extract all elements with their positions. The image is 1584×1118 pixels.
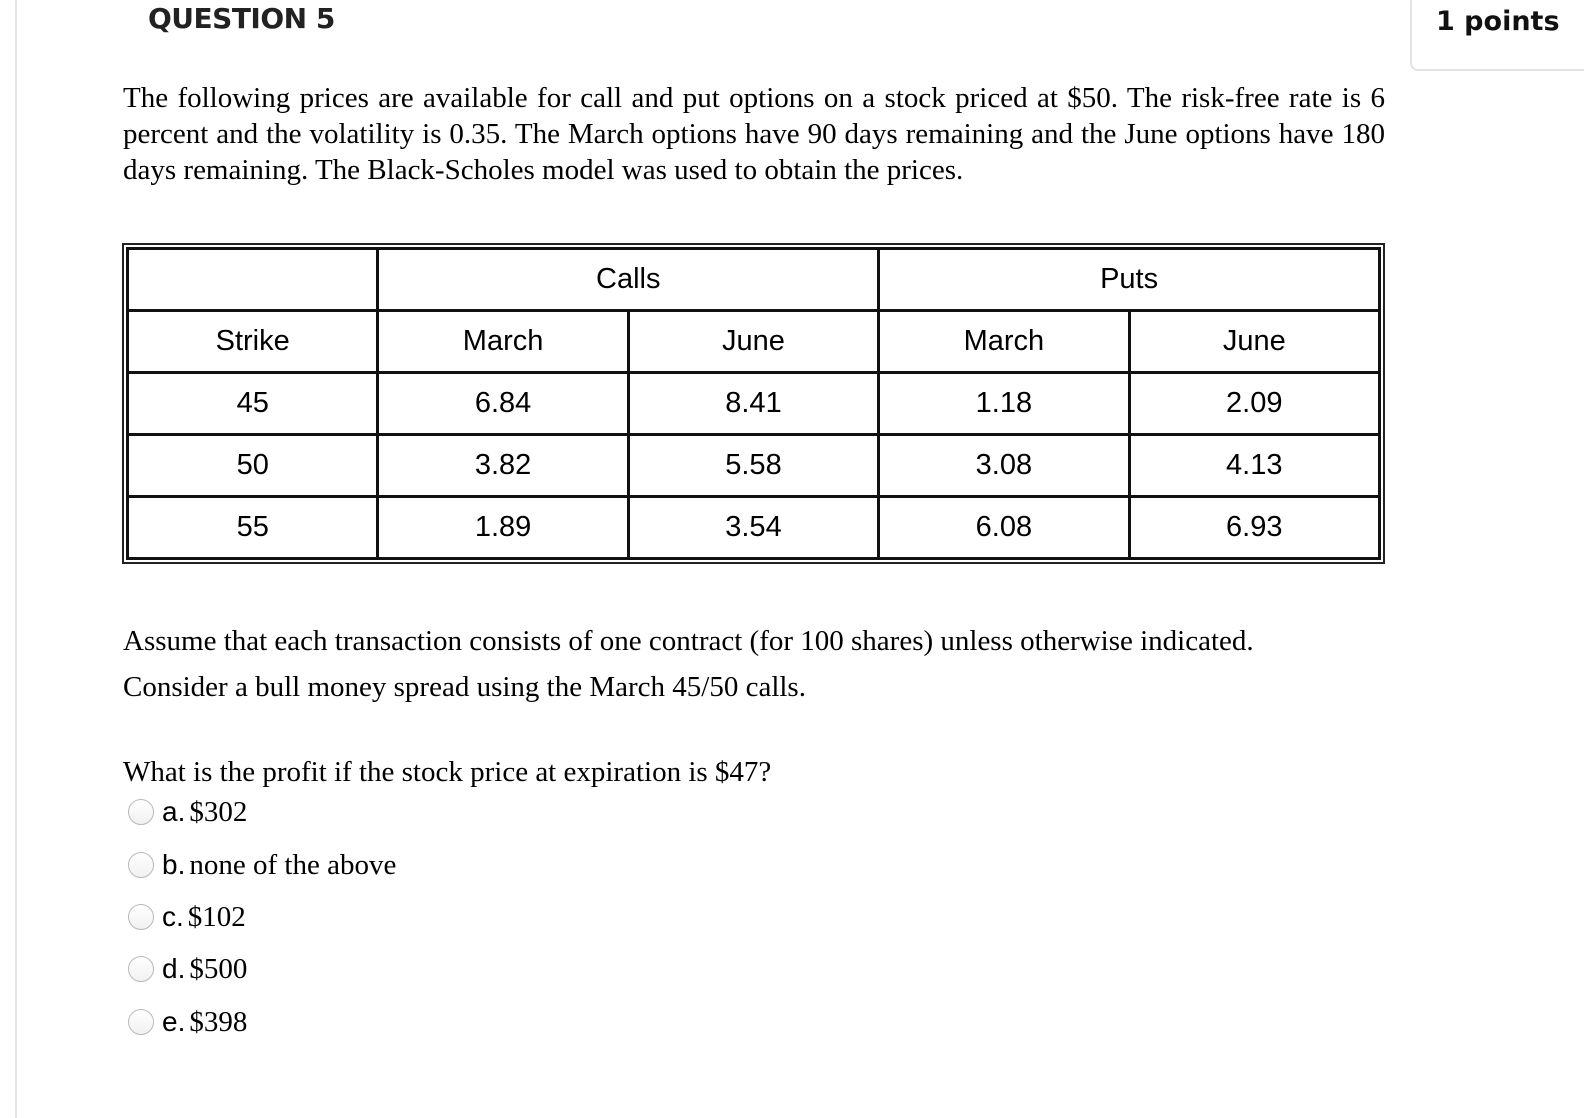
- option-letter: a.: [162, 796, 186, 827]
- question-title: QUESTION 5: [148, 2, 335, 35]
- assumption-line: Consider a bull money spread using the March 45/50 calls.: [123, 671, 806, 703]
- table-cell: 6.08: [879, 497, 1129, 559]
- radio-button[interactable]: [128, 1009, 154, 1035]
- column-header-row: [128, 311, 1380, 373]
- option-text: $102: [187, 900, 246, 933]
- column-header-puts-june: June: [1129, 311, 1379, 373]
- group-header-puts: Puts: [879, 249, 1380, 311]
- table-cell: 5.58: [628, 435, 878, 497]
- answer-option-d[interactable]: [128, 949, 528, 989]
- option-text: $398: [189, 1005, 248, 1038]
- table-row: [128, 373, 1380, 435]
- left-border: [15, 0, 17, 1118]
- table-cell: 45: [128, 373, 378, 435]
- price-table: [122, 243, 1385, 564]
- column-header-puts-march: March: [879, 311, 1129, 373]
- table-row: [128, 435, 1380, 497]
- assumption-text: [123, 618, 1254, 710]
- table-cell: 4.13: [1129, 435, 1379, 497]
- question-intro: The following prices are available for call and put options on a stock priced at $50. The risk-free rate is 6 percent and the volatility is 0.35. The March options have 90 days remaining and the June options have 180 days remaining. The Black-Scholes model was used to obtain the prices.: [123, 82, 1385, 186]
- column-header-strike: Strike: [128, 311, 378, 373]
- table-cell: 3.08: [879, 435, 1129, 497]
- option-text: $500: [189, 952, 248, 985]
- answer-option-b[interactable]: [128, 845, 528, 885]
- group-header-row: [128, 249, 1380, 311]
- group-header-empty: [128, 249, 378, 311]
- answer-option-a[interactable]: [128, 792, 528, 832]
- option-letter: b.: [162, 849, 186, 880]
- table-cell: 2.09: [1129, 373, 1379, 435]
- question-prompt: What is the profit if the stock price at expiration is $47?: [123, 756, 772, 788]
- option-text: $302: [189, 795, 248, 828]
- table-cell: 1.89: [378, 497, 628, 559]
- option-letter: e.: [162, 1006, 186, 1037]
- radio-button[interactable]: [128, 852, 154, 878]
- table-cell: 50: [128, 435, 378, 497]
- table-cell: 3.82: [378, 435, 628, 497]
- options-price-table: [126, 247, 1381, 560]
- table-cell: 8.41: [628, 373, 878, 435]
- table-cell: 1.18: [879, 373, 1129, 435]
- answer-option-c[interactable]: [128, 897, 528, 937]
- table-cell: 3.54: [628, 497, 878, 559]
- table-cell: 6.84: [378, 373, 628, 435]
- column-header-calls-march: March: [378, 311, 628, 373]
- option-letter: c.: [162, 901, 184, 932]
- table-cell: 6.93: [1129, 497, 1379, 559]
- table-cell: 55: [128, 497, 378, 559]
- answer-option-e[interactable]: [128, 1002, 528, 1042]
- option-letter: d.: [162, 953, 186, 984]
- radio-button[interactable]: [128, 799, 154, 825]
- group-header-calls: Calls: [378, 249, 879, 311]
- radio-button[interactable]: [128, 904, 154, 930]
- points-label: 1 points: [1436, 6, 1560, 37]
- assumption-line: Assume that each transaction consists of one contract (for 100 shares) unless otherwise indicated.: [123, 625, 1254, 657]
- option-text: none of the above: [189, 848, 397, 881]
- radio-button[interactable]: [128, 956, 154, 982]
- column-header-calls-june: June: [628, 311, 878, 373]
- table-row: [128, 497, 1380, 559]
